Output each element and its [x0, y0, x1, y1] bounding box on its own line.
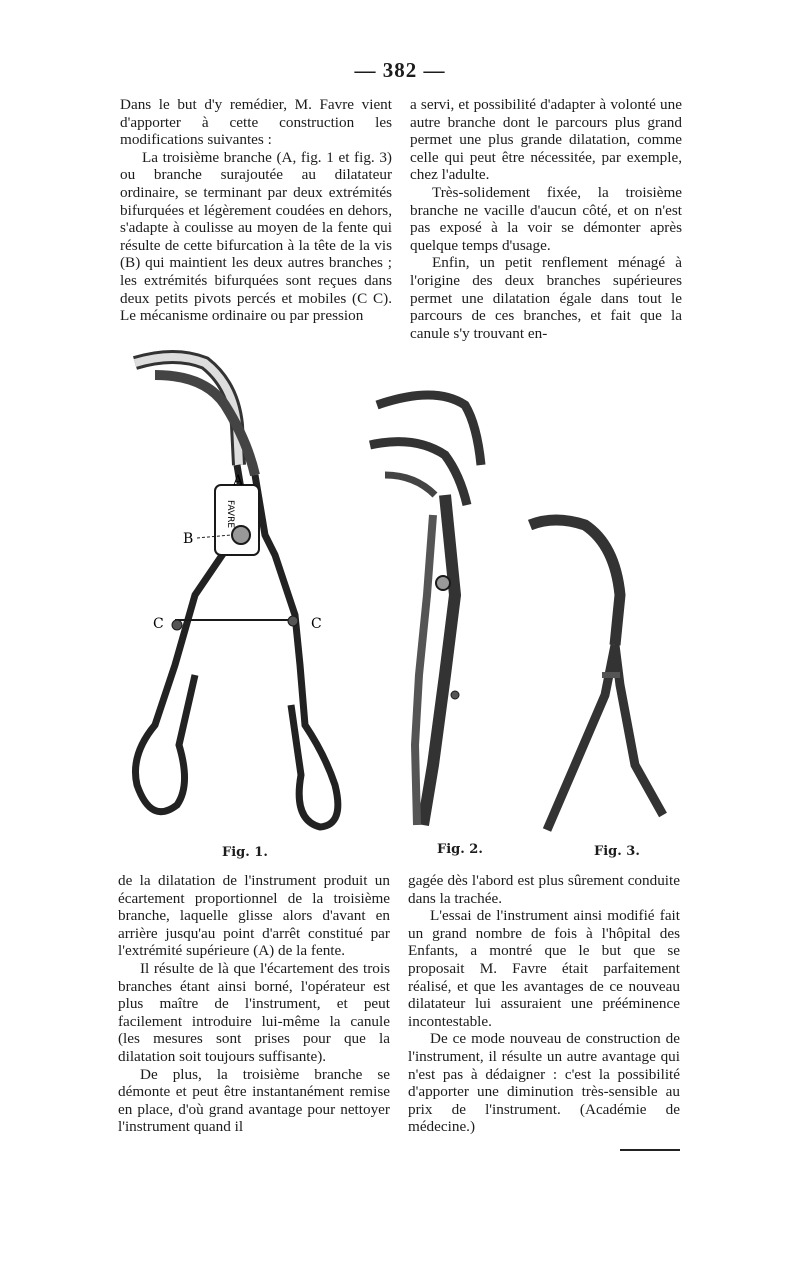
fig1-engraving-text: FAVRE: [225, 500, 235, 529]
fig1-label-b: B: [183, 531, 194, 547]
left-column-bottom: [118, 872, 390, 1136]
paragraph: De plus, la troisième branche se démonte et peut être instantanément remise en place, d'où grand avantage pour nettoyer l'instrument quand il: [118, 1065, 390, 1136]
fig1-label-c-left: C: [153, 616, 164, 632]
fig1-dilator-drawing: [135, 357, 338, 827]
fig1-label-c-right: C: [311, 616, 322, 632]
paragraph: De ce mode nouveau de construction de l'instrument, il résulte un autre avantage qui n'est pas à dédaigner : c'est la possibilité d'apporter une diminution très-sensible au prix de l'instrument. (Académie de médecine.): [408, 1030, 680, 1136]
fig1-label-a: A: [233, 473, 244, 489]
end-rule: [408, 1138, 680, 1156]
page-number: — 382 —: [354, 58, 446, 82]
fig2-caption: Fig. 2.: [437, 842, 483, 857]
paragraph: gagée dès l'abord est plus sûrement conduite dans la trachée.: [408, 872, 680, 907]
fig3-caption: Fig. 3.: [594, 844, 640, 859]
paragraph: a servi, et possibilité d'adapter à volonté une autre branche dont le parcours plus grand permet une plus grande dilatation, comme celle qui peut être nécessitée, par exemple, chez l'adulte.: [410, 96, 682, 184]
paragraph: La troisième branche (A, fig. 1 et fig. 3) ou branche surajoutée au dilatateur ordinaire, se terminant par deux extrémités bifurquées et légèrement coudées en dehors, s'adapte à coulisse au moyen de la fente qui résulte de cette bifurcation à la tête de la vis (B) qui maintient les deux autres branches ; les extrémités bifurquées sont reçues dans deux petits pivots percés et mobiles (C C). Le mécanisme ordinaire ou par pression: [120, 148, 392, 325]
right-column-top: [410, 96, 682, 342]
fig2-instrument-drawing: [370, 395, 481, 825]
paragraph: Très-solidement fixée, la troisième branche ne vacille d'aucun côté, et on n'est pas exposé à la voir se démonter après quelque temps d'usage.: [410, 183, 682, 254]
instrument-illustrations: [115, 345, 695, 865]
paragraph: L'essai de l'instrument ainsi modifié fait un grand nombre de fois à l'hôpital des Enfants, a montré que le but que se proposait M. Favre était parfaitement réalisé, et que les avantages de ce nouveau dilatateur lui assuraient une prééminence incontestable.: [408, 907, 680, 1030]
fig1-caption: Fig. 1.: [222, 845, 268, 860]
right-column-bottom: [408, 872, 680, 1156]
paragraph: Enfin, un petit renflement ménagé à l'origine des deux branches supérieures permet une dilatation égale dans tout le parcours de ces branches, et fait que la canule s'y trouvant en-: [410, 254, 682, 342]
paragraph: de la dilatation de l'instrument produit un écartement proportionnel de la troisième branche, laquelle glisse alors d'avant en arrière jusqu'au point d'arrêt constitué par l'extrémité supérieure (A) de la fente.: [118, 872, 390, 960]
paragraph: Dans le but d'y remédier, M. Favre vient d'apporter à cette construction les modifications suivantes :: [120, 96, 392, 149]
left-column-top: [120, 96, 392, 325]
figures-area: [115, 345, 695, 865]
fig3-branch-drawing: [530, 520, 663, 830]
paragraph: Il résulte de là que l'écartement des trois branches étant ainsi borné, l'opérateur est plus maître de l'instrument, et peut facilement introduire lui-même la canule (les mesures sont prises pour que la dilatation soit toujours suffisante).: [118, 959, 390, 1065]
